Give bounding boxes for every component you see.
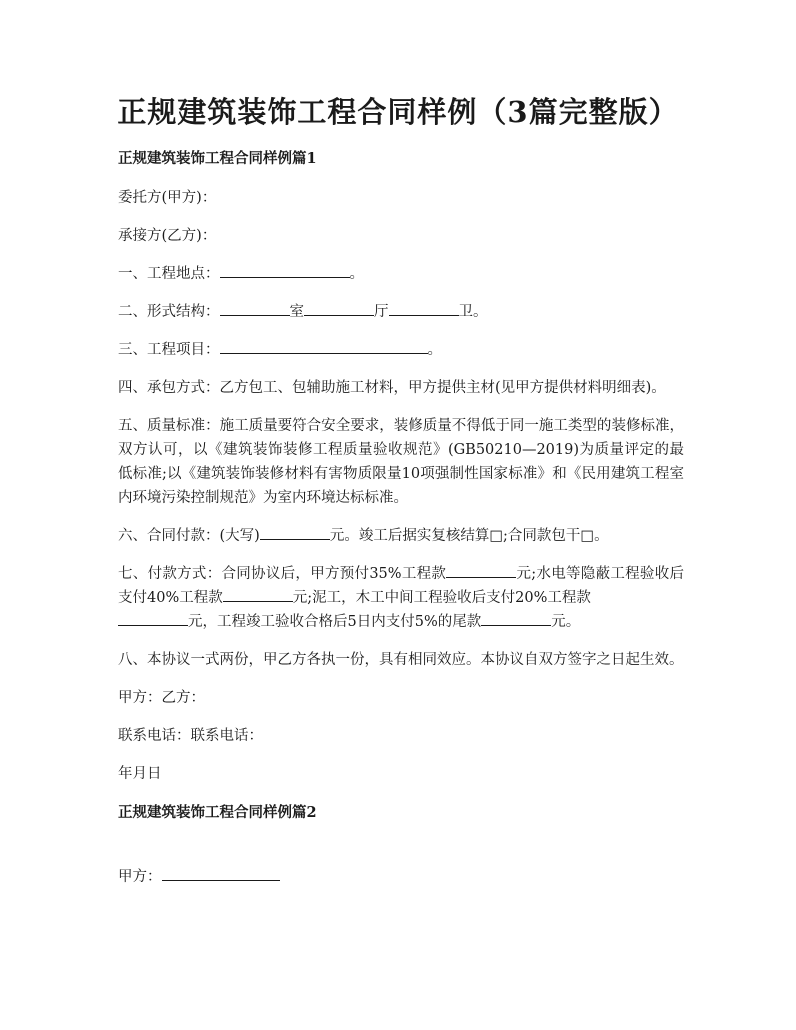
hidden-works-blank	[223, 586, 293, 602]
bath-label: 卫。	[458, 304, 488, 320]
item-2-structure	[118, 300, 684, 324]
item-7-part-c: 元;泥工，木工中间工程验收后支付20%工程款	[292, 590, 591, 606]
item-1-end: 。	[349, 266, 364, 282]
item-6-payment	[118, 524, 684, 548]
item-2-label: 二、形式结构：	[118, 304, 220, 320]
party-a-label: 甲方：	[118, 869, 162, 885]
date-line: 年月日	[118, 766, 162, 782]
item-4-contract-mode: 四、承包方式：乙方包工、包辅助施工材料，甲方提供主材(见甲方提供材料明细表)。	[118, 380, 666, 396]
project-blank	[220, 338, 428, 354]
item-7-part-d: 元，工程竣工验收合格后5日内支付5%的尾款	[188, 614, 482, 630]
room-blank	[220, 300, 290, 316]
item-7-part-a: 七、付款方式：合同协议后，甲方预付35%工程款	[118, 566, 447, 582]
location-blank	[220, 262, 350, 278]
item-7-payment-method	[118, 562, 684, 634]
hall-blank	[304, 300, 374, 316]
item-5-quality-standard: 五、质量标准：施工质量要符合安全要求，装修质量不得低于同一施工类型的装修标准，双方认可，以《建筑装饰装修工程质量验收规范》(GB50210—2019)为质量评定的最低标准;以《建筑装饰装修材料有害物质限量10项强制性国家标准》和《民用建筑工程室内环境污染控制规范》为室内环境达标标准。	[118, 418, 684, 506]
item-3-label: 三、工程项目：	[118, 342, 220, 358]
room-label: 室	[289, 304, 304, 320]
mid-works-blank	[118, 610, 188, 626]
item-3-end: 。	[427, 342, 442, 358]
item-6-label: 六、合同付款：(大写)	[118, 528, 260, 544]
item-1-location	[118, 262, 684, 286]
phone-line: 联系电话：联系电话：	[118, 728, 263, 744]
contractor-line: 承接方(乙方)：	[118, 228, 217, 244]
item-1-label: 一、工程地点：	[118, 266, 220, 282]
document-title: 正规建筑装饰工程合同样例（3篇完整版）	[117, 95, 679, 129]
item-8-copies: 八、本协议一式两份，甲乙方各执一份，具有相同效应。本协议自双方签字之日起生效。	[118, 652, 684, 668]
amount-blank	[260, 524, 330, 540]
item-7-part-b: 元;水电等隐蔽工程验收后支付40%工程款	[118, 566, 684, 606]
item-6-text: 元。竣工后据实复核结算□;合同款包干□。	[329, 528, 609, 544]
party-a-line	[118, 865, 684, 889]
client-line: 委托方(甲方)：	[118, 190, 217, 206]
item-7-part-e: 元。	[551, 614, 581, 630]
item-3-project	[118, 338, 684, 362]
signature-line: 甲方：乙方：	[118, 690, 205, 706]
section-heading-1: 正规建筑装饰工程合同样例篇1	[118, 150, 317, 167]
final-pay-blank	[481, 610, 551, 626]
hall-label: 厅	[374, 304, 389, 320]
prepay-blank	[446, 562, 516, 578]
bath-blank	[389, 300, 459, 316]
party-a-blank	[162, 865, 280, 881]
section-heading-2: 正规建筑装饰工程合同样例篇2	[118, 804, 317, 821]
document-body	[118, 147, 684, 889]
